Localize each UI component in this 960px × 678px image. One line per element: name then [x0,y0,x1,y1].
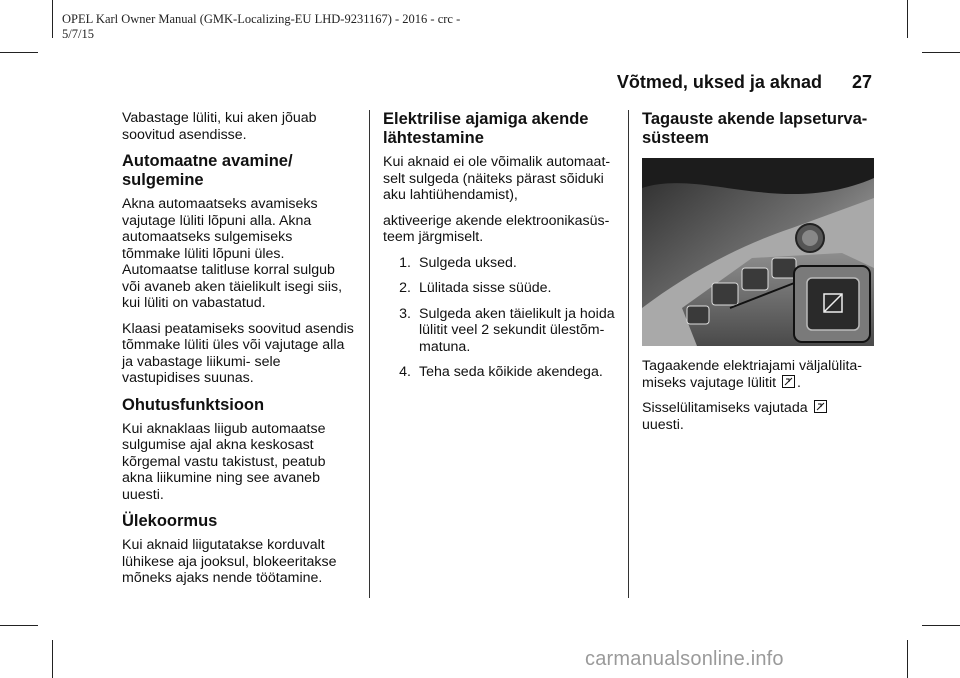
steps-list [383,255,617,381]
section-title: Võtmed, uksed ja aknad [616,72,822,92]
child-lock-icon [782,375,795,388]
paragraph: Sisselülitamiseks vajutada uuesti. [642,400,878,433]
door-switch-photo [642,158,874,346]
page-number: 27 [851,72,872,92]
paragraph: Kui aknaklaas liigub automaatse sulgumise ajal akna keskosast kõrgemal vastu takistust, peatub akna liikumine ning see avaneb uuesti. [122,420,326,503]
crop-mark [52,640,53,678]
list-item: 2. Lülitada sisse süüde. [399,280,552,296]
document-meta [62,12,460,42]
crop-mark [0,625,38,626]
watermark: carmanualsonline.info [585,648,784,670]
paragraph: aktiveerige akende elektroonikasüs‐ teem järgmiselt. [383,212,610,245]
paragraph: Tagaakende elektriajami väljalülita‐ miseks vajutage lülitit . [642,358,863,391]
heading-safety: Ohutusfunktsioon [122,395,265,414]
column-3 [642,110,878,442]
crop-mark [922,625,960,626]
column-2 [383,110,617,390]
heading-reset: Elektrilise ajamiga akende lähtestamine [383,110,589,147]
intro-paragraph: Vabastage lüliti, kui aken jõuab soovitud asendisse. [122,110,317,143]
crop-mark [52,0,53,38]
meta-line-1: OPEL Karl Owner Manual (GMK-Localizing-EU LHD-9231167) - 2016 - crc - [62,12,461,26]
paragraph: Kui aknaid liigutatakse korduvalt lühikese aja jooksul, blokeeritakse mõneks ajaks nende töötamine. [122,537,337,586]
list-item: 4. Teha seda kõikide akendega. [399,364,603,380]
child-lock-icon [814,400,827,413]
column-divider [369,110,370,598]
heading-auto: Automaatne avamine/ sulgemine [122,152,293,189]
heading-overload: Ülekoormus [122,512,218,530]
list-item: 1. Sulgeda uksed. [399,254,517,271]
paragraph: Kui aknaid ei ole võimalik automaat‐ selt sulgeda (näiteks pärast sõiduki aku lahtiühendamist), [383,154,611,203]
crop-mark [0,52,38,53]
paragraph: Klaasi peatamiseks soovitud asendis tõmmake lüliti üles või vajutage alla ja vabastage liikumi‐ sele vastupidises suunas. [122,320,354,386]
column-1 [122,110,354,596]
crop-mark [907,0,908,38]
crop-mark [922,52,960,53]
column-divider [628,110,629,598]
paragraph: Akna automaatseks avamiseks vajutage lüliti lõpuni alla. Akna automaatseks sulgemiseks tõmmake lüliti lõpuni üles. Automaatse talitluse korral sulgub või avaneb aken täielikult isegi siis, kui lüliti on vabastatud. [122,196,343,311]
list-item: 3. Sulgeda aken täielikult ja hoida lülitit veel 2 sekundit ülestõm‐ matuna. [399,305,615,355]
page-header [617,72,872,93]
heading-child-lock: Tagauste akende lapseturva‐ süsteem [642,110,868,147]
meta-line-2: 5/7/15 [62,27,94,41]
crop-mark [907,640,908,678]
